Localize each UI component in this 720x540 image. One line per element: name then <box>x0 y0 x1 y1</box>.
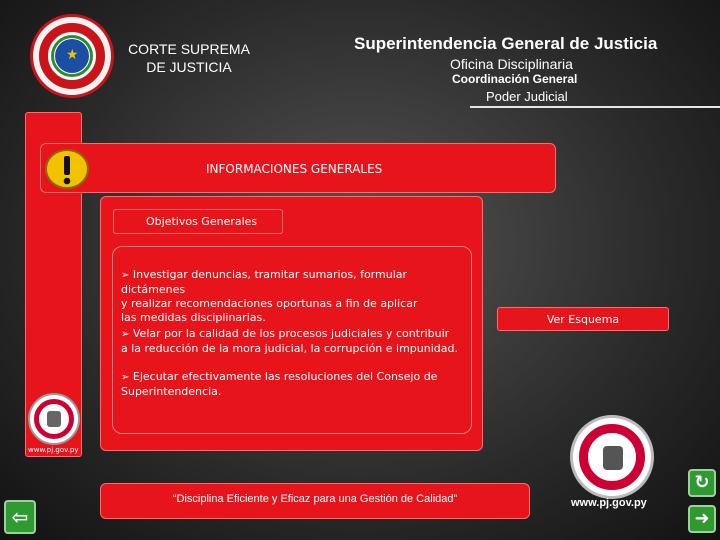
objective-item-3: ➢ Ejecutar efectivamente las resoluciones del Consejo de Superintendencia. <box>121 370 438 398</box>
coordination-subtitle: Coordinación General <box>452 72 578 86</box>
objective-item-1: ➢ Investigar denuncias, tramitar sumarios, formular dictámenes y realizar recomendaciones oportunas a fin de aplicar las medidas disciplinarias. <box>121 268 418 324</box>
warning-icon <box>44 148 90 190</box>
arrow-right-icon: ➜ <box>694 508 710 529</box>
page-title: Superintendencia General de Justicia <box>354 34 658 53</box>
arrow-left-icon: ⇦ <box>11 505 29 529</box>
back-button[interactable] <box>4 500 36 534</box>
objectives-label: Objetivos Generales <box>113 209 283 234</box>
corte-suprema-title: CORTE SUPREMA DE JUSTICIA <box>128 41 250 75</box>
info-heading: INFORMACIONES GENERALES <box>206 162 383 176</box>
bullet-arrow-icon: ➢ <box>121 372 130 383</box>
branch-label: Poder Judicial <box>486 89 568 104</box>
corte-suprema-seal-small <box>28 393 80 445</box>
paraguay-seal-logo: ★ <box>30 14 114 98</box>
website-link[interactable]: www.pj.gov.py <box>571 497 647 509</box>
objective-item-2: ➢ Velar por la calidad de los procesos judiciales y contribuir a la reducción de la mora judicial, la corrupción e impunidad. <box>121 327 458 355</box>
ver-esquema-button[interactable]: Ver Esquema <box>497 307 669 331</box>
website-small: www.pj.gov.py <box>28 446 79 454</box>
office-subtitle: Oficina Disciplinaria <box>450 56 573 72</box>
bullet-arrow-icon: ➢ <box>121 329 130 340</box>
bullet-arrow-icon: ➢ <box>121 270 130 281</box>
next-button[interactable] <box>688 505 716 533</box>
motto-banner: “Disciplina Eficiente y Eficaz para una Gestión de Calidad” <box>100 483 530 519</box>
corte-suprema-seal-logo <box>570 415 654 499</box>
refresh-icon: ↻ <box>694 472 710 493</box>
refresh-button[interactable] <box>688 469 716 497</box>
